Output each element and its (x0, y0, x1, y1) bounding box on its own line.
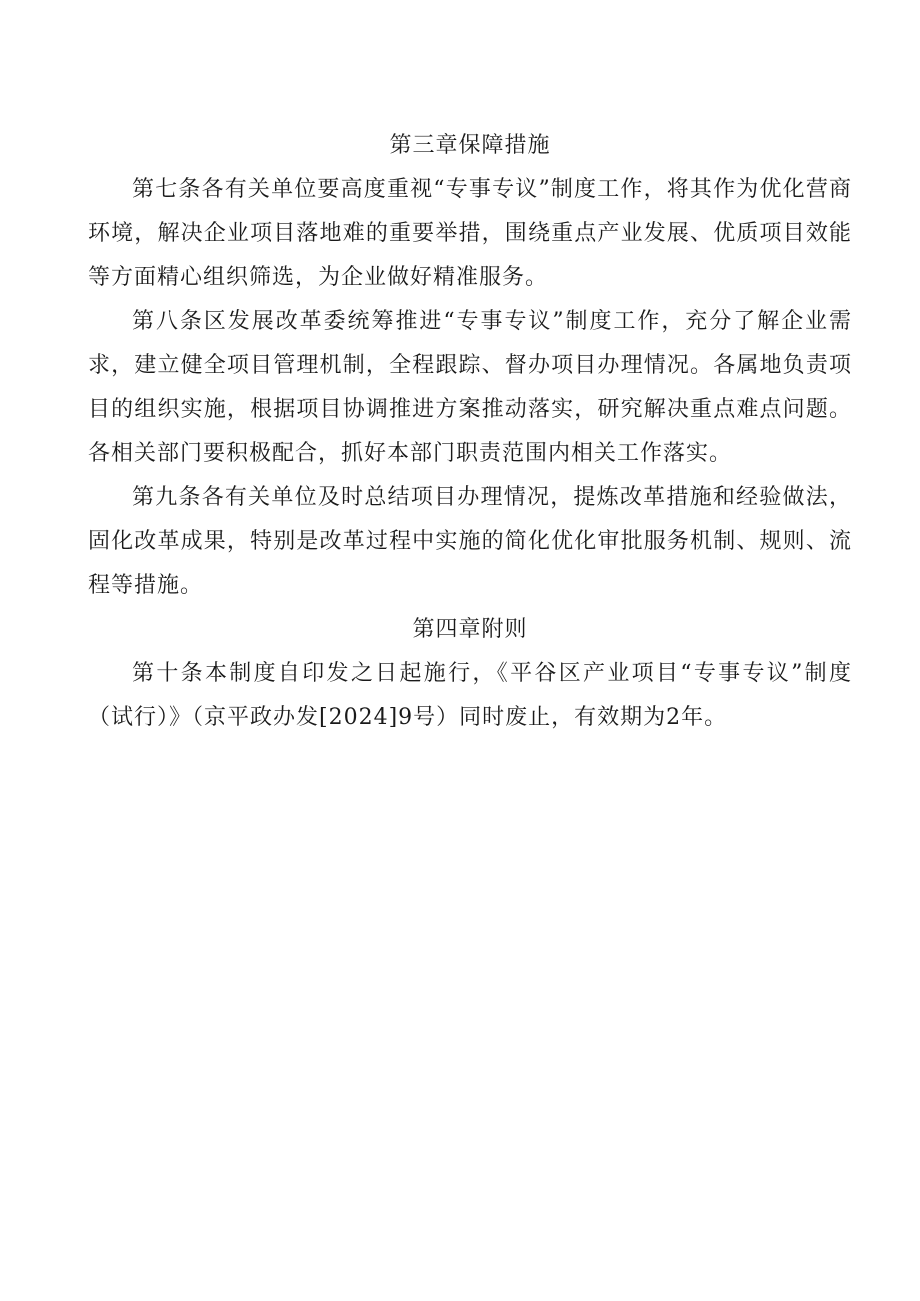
article-nine: 第九条各有关单位及时总结项目办理情况，提炼改革措施和经验做法，固化改革成果，特别是改革过程中实施的简化优化审批服务机制、规则、流程等措施。 (88, 485, 852, 598)
chapter-three-heading: 第三章保障措施 (389, 133, 551, 158)
article-seven: 第七条各有关单位要高度重视“专事专议”制度工作，将其作为优化营商环境，解决企业项目落地难的重要举措，围绕重点产业发展、优质项目效能等方面精心组织筛选，为企业做好精准服务。 (88, 177, 852, 290)
document-body (88, 124, 852, 740)
article-eight: 第八条区发展改革委统筹推进“专事专议”制度工作，充分了解企业需求，建立健全项目管理机制，全程跟踪、督办项目办理情况。各属地负责项目的组织实施，根据项目协调推进方案推动落实，研究解决重点难点问题。各相关部门要积极配合，抓好本部门职责范围内相关工作落实。 (88, 309, 852, 466)
article-ten: 第十条本制度自印发之日起施行，《平谷区产业项目“专事专议”制度（试行）》（京平政办发[2024]9号）同时废止，有效期为2年。 (88, 661, 852, 730)
chapter-four-heading: 第四章附则 (412, 617, 528, 642)
